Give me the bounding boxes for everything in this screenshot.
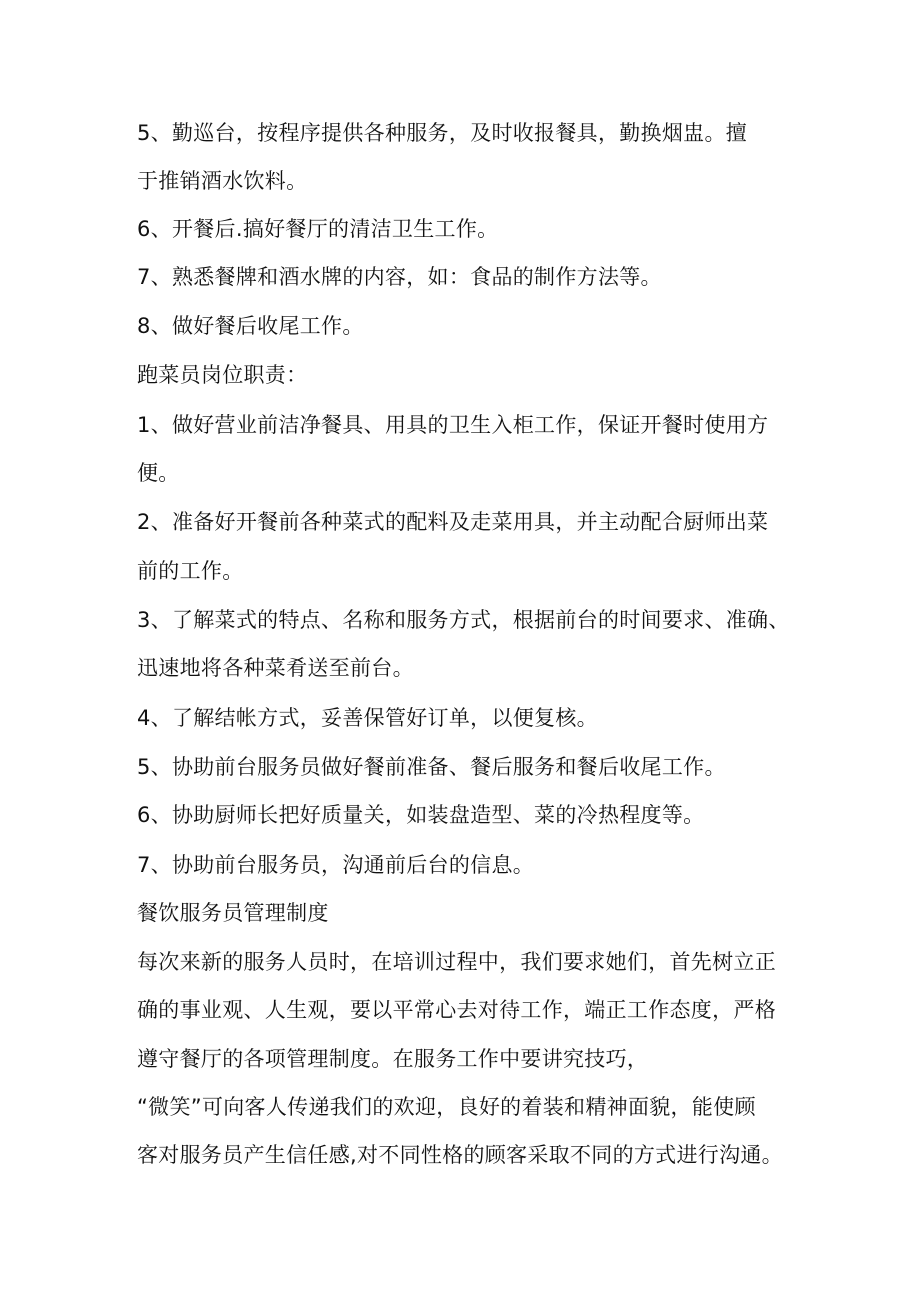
text-line: 7、协助前台服务员，沟通前后台的信息。 <box>137 853 535 877</box>
text-line: 确的事业观、人生观，要以平常心去对待工作，端正工作态度，严格 <box>137 998 776 1022</box>
section-heading: 餐饮服务员管理制度 <box>137 901 329 925</box>
text-line: 3、了解菜式的特点、名称和服务方式，根据前台的时间要求、准确、 <box>137 608 790 632</box>
text-line: 遵守餐厅的各项管理制度。在服务工作中要讲究技巧， <box>137 1047 649 1071</box>
text-line: 7、熟悉餐牌和酒水牌的内容，如：食品的制作方法等。 <box>137 265 662 289</box>
text-line: 1、做好营业前洁净餐具、用具的卫生入柜工作，保证开餐时使用方 <box>137 413 769 437</box>
text-line: 客对服务员产生信任感,对不同性格的顾客采取不同的方式进行沟通。 <box>137 1143 783 1167</box>
text-line: 4、了解结帐方式，妥善保管好订单，以便复核。 <box>137 706 598 730</box>
section-heading: 跑菜员岗位职责： <box>137 363 308 387</box>
text-line: 于推销酒水饮料。 <box>137 169 308 193</box>
text-line: 每次来新的服务人员时，在培训过程中，我们要求她们，首先树立正 <box>137 950 776 974</box>
text-line: “微笑”可向客人传递我们的欢迎，良好的着装和精神面貌，能使顾 <box>137 1095 756 1119</box>
text-line: 6、协助厨师长把好质量关，如装盘造型、菜的冷热程度等。 <box>137 803 705 827</box>
text-line: 便。 <box>137 461 180 485</box>
text-line: 迅速地将各种菜肴送至前台。 <box>137 656 414 680</box>
text-line: 2、准备好开餐前各种菜式的配料及走菜用具，并主动配合厨师出菜 <box>137 510 769 534</box>
text-line: 6、开餐后.搞好餐厅的清洁卫生工作。 <box>137 217 499 241</box>
text-line: 8、做好餐后收尾工作。 <box>137 314 364 338</box>
text-line: 5、协助前台服务员做好餐前准备、餐后服务和餐后收尾工作。 <box>137 755 726 779</box>
text-line: 前的工作。 <box>137 559 244 583</box>
text-line: 5、勤巡台，按程序提供各种服务，及时收报餐具，勤换烟盅。擅 <box>137 121 748 145</box>
